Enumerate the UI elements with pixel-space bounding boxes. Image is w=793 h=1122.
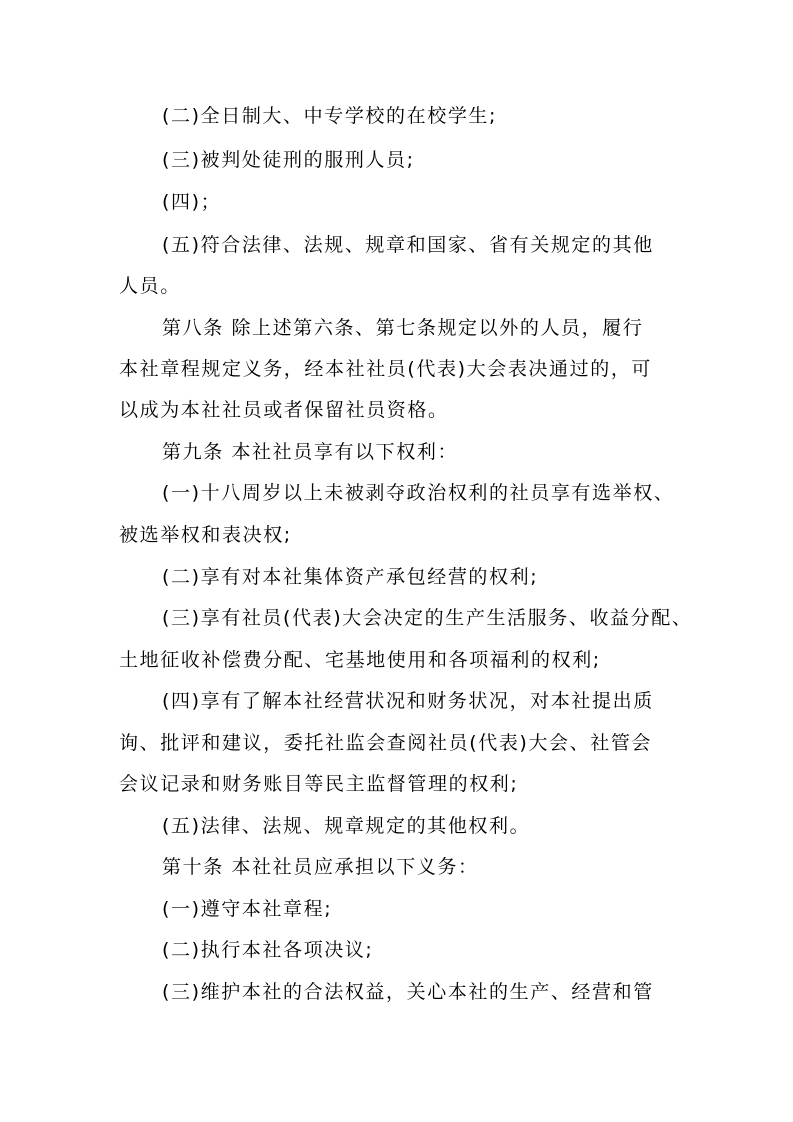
text-line: (二)享有对本社集体资产承包经营的权利; bbox=[162, 566, 539, 588]
text-line: (三)维护本社的合法权益，关心本社的生产、经营和管 bbox=[162, 981, 654, 1003]
text-line: 第九条 本社社员享有以下权利： bbox=[162, 441, 459, 463]
text-line: (三)享有社员(代表)大会决定的生产生活服务、收益分配、 bbox=[162, 607, 693, 629]
text-line: (三)被判处徒刑的服刑人员; bbox=[162, 149, 415, 171]
text-line: 第十条 本社社员应承担以下义务： bbox=[162, 856, 479, 878]
text-line: 人员。 bbox=[119, 275, 181, 297]
text-line: 土地征收补偿费分配、宅基地使用和各项福利的权利; bbox=[119, 649, 601, 671]
text-line: 被选举权和表决权; bbox=[119, 524, 292, 546]
text-line: 询、批评和建议，委托社监会查阅社员(代表)大会、社管会 bbox=[119, 732, 653, 754]
text-line: (一)遵守本社章程; bbox=[162, 898, 333, 920]
text-line: 以成为本社社员或者保留社员资格。 bbox=[119, 399, 449, 421]
text-line: (五)法律、法规、规章规定的其他权利。 bbox=[162, 815, 531, 837]
text-line: (二)全日制大、中专学校的在校学生; bbox=[162, 105, 498, 127]
text-line: (五)符合法律、法规、规章和国家、省有关规定的其他 bbox=[162, 234, 654, 256]
text-line: (四)； bbox=[162, 191, 222, 213]
text-line: 第八条 除上述第六条、第七条规定以外的人员，履行 bbox=[162, 317, 644, 339]
text-line: 会议记录和财务账目等民主监督管理的权利; bbox=[119, 773, 519, 795]
text-line: (四)享有了解本社经营状况和财务状况，对本社提出质 bbox=[162, 690, 654, 712]
text-line: (一)十八周岁以上未被剥夺政治权利的社员享有选举权、 bbox=[162, 482, 675, 504]
text-line: 本社章程规定义务，经本社社员(代表)大会表决通过的，可 bbox=[119, 358, 653, 380]
text-line: (二)执行本社各项决议; bbox=[162, 939, 374, 961]
